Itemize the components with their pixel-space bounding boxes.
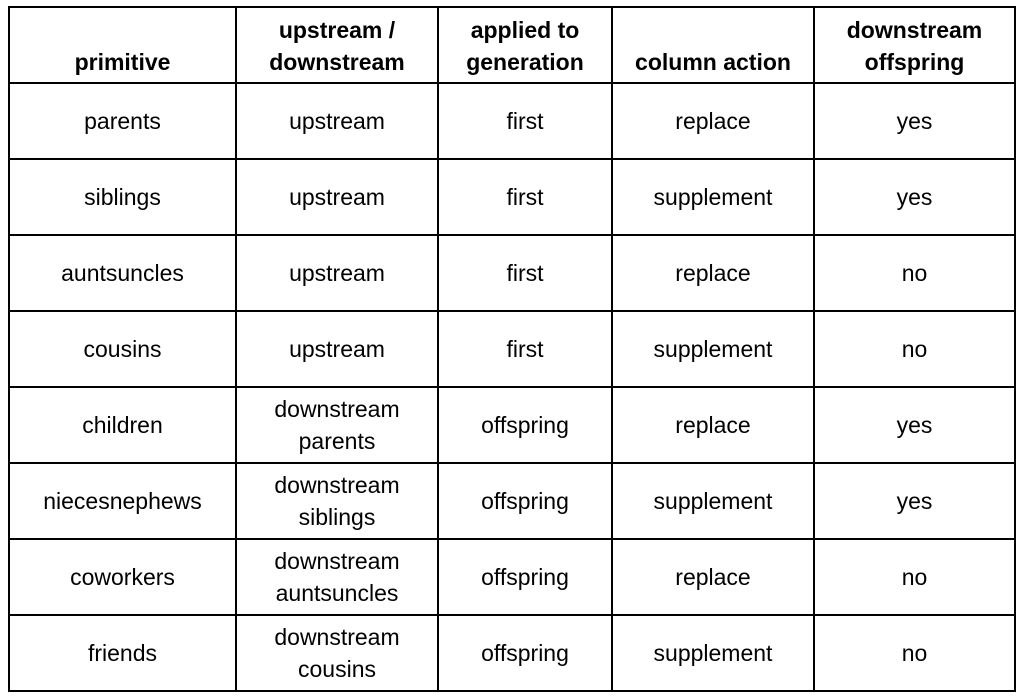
cell-text: first bbox=[506, 336, 544, 362]
generation-cell bbox=[438, 539, 612, 615]
offspring-cell bbox=[814, 539, 1015, 615]
cell-text: supplement bbox=[653, 336, 773, 362]
header-text: applied to bbox=[470, 17, 580, 43]
column-action-cell bbox=[612, 463, 814, 539]
cell-text: downstream bbox=[274, 472, 400, 498]
primitives-table bbox=[8, 6, 1016, 692]
cell-text: downstream bbox=[274, 548, 400, 574]
cell-text: no bbox=[901, 336, 928, 362]
table-body bbox=[9, 83, 1015, 691]
direction-cell bbox=[236, 83, 438, 159]
cell-text: cousins bbox=[298, 656, 376, 682]
primitive-cell bbox=[9, 159, 236, 235]
cell-text: downstream bbox=[274, 624, 400, 650]
column-action-cell bbox=[612, 235, 814, 311]
cell-text: niecesnephews bbox=[43, 488, 202, 514]
column-action-cell bbox=[612, 615, 814, 691]
column-action-cell bbox=[612, 387, 814, 463]
table-row bbox=[9, 235, 1015, 311]
header-text: column action bbox=[635, 49, 791, 75]
header-text: downstream bbox=[846, 17, 983, 43]
cell-text: first bbox=[506, 260, 544, 286]
cell-text: parents bbox=[298, 428, 376, 454]
cell-text: replace bbox=[675, 108, 751, 134]
cell-text: supplement bbox=[653, 640, 773, 666]
generation-cell bbox=[438, 615, 612, 691]
table-row bbox=[9, 539, 1015, 615]
cell-text: yes bbox=[896, 108, 933, 134]
table-row bbox=[9, 159, 1015, 235]
cell-text: upstream bbox=[289, 336, 385, 362]
direction-cell bbox=[236, 463, 438, 539]
direction-cell bbox=[236, 539, 438, 615]
direction-cell bbox=[236, 615, 438, 691]
primitive-cell bbox=[9, 83, 236, 159]
cell-text: yes bbox=[896, 184, 933, 210]
table-row bbox=[9, 83, 1015, 159]
primitive-cell bbox=[9, 615, 236, 691]
table-container bbox=[8, 6, 1016, 692]
offspring-cell bbox=[814, 159, 1015, 235]
cell-text: coworkers bbox=[70, 564, 175, 590]
generation-cell bbox=[438, 311, 612, 387]
cell-text: first bbox=[506, 184, 544, 210]
cell-text: yes bbox=[896, 412, 933, 438]
column-action-cell bbox=[612, 159, 814, 235]
offspring-cell bbox=[814, 311, 1015, 387]
cell-text: upstream bbox=[289, 108, 385, 134]
header-text: downstream bbox=[269, 49, 405, 75]
cell-text: upstream bbox=[289, 184, 385, 210]
cell-text: auntsuncles bbox=[61, 260, 184, 286]
column-action-cell bbox=[612, 539, 814, 615]
offspring-cell bbox=[814, 83, 1015, 159]
cell-text: offspring bbox=[481, 640, 569, 666]
cell-text: no bbox=[901, 640, 928, 666]
column-action-cell bbox=[612, 83, 814, 159]
header-text: primitive bbox=[74, 49, 171, 75]
header-text: generation bbox=[466, 49, 584, 75]
cell-text: replace bbox=[675, 564, 751, 590]
generation-cell bbox=[438, 463, 612, 539]
cell-text: offspring bbox=[481, 564, 569, 590]
direction-cell bbox=[236, 387, 438, 463]
generation-cell bbox=[438, 387, 612, 463]
column-action-cell bbox=[612, 311, 814, 387]
cell-text: friends bbox=[87, 640, 158, 666]
offspring-cell bbox=[814, 235, 1015, 311]
cell-text: downstream bbox=[274, 396, 400, 422]
table-row bbox=[9, 463, 1015, 539]
generation-cell bbox=[438, 159, 612, 235]
cell-text: first bbox=[506, 108, 544, 134]
table-row bbox=[9, 311, 1015, 387]
cell-text: supplement bbox=[653, 488, 773, 514]
direction-cell bbox=[236, 311, 438, 387]
table-row bbox=[9, 387, 1015, 463]
direction-cell bbox=[236, 159, 438, 235]
primitive-cell bbox=[9, 235, 236, 311]
primitive-cell bbox=[9, 463, 236, 539]
header-applied-to-generation bbox=[438, 7, 612, 83]
cell-text: replace bbox=[675, 412, 751, 438]
table-row bbox=[9, 615, 1015, 691]
offspring-cell bbox=[814, 463, 1015, 539]
offspring-cell bbox=[814, 615, 1015, 691]
direction-cell bbox=[236, 235, 438, 311]
offspring-cell bbox=[814, 387, 1015, 463]
header-column-action bbox=[612, 7, 814, 83]
header-text: upstream / bbox=[278, 17, 396, 43]
cell-text: upstream bbox=[289, 260, 385, 286]
generation-cell bbox=[438, 235, 612, 311]
header-upstream-downstream bbox=[236, 7, 438, 83]
primitive-cell bbox=[9, 311, 236, 387]
cell-text: yes bbox=[896, 488, 933, 514]
cell-text: supplement bbox=[653, 184, 773, 210]
cell-text: no bbox=[901, 260, 928, 286]
cell-text: children bbox=[82, 412, 163, 438]
cell-text: siblings bbox=[298, 504, 376, 530]
generation-cell bbox=[438, 83, 612, 159]
primitive-cell bbox=[9, 387, 236, 463]
cell-text: replace bbox=[675, 260, 751, 286]
cell-text: no bbox=[901, 564, 928, 590]
header-primitive bbox=[9, 7, 236, 83]
header-row bbox=[9, 7, 1015, 83]
primitive-cell bbox=[9, 539, 236, 615]
cell-text: offspring bbox=[481, 488, 569, 514]
header-downstream-offspring bbox=[814, 7, 1015, 83]
cell-text: parents bbox=[84, 108, 161, 134]
cell-text: siblings bbox=[84, 184, 161, 210]
cell-text: cousins bbox=[83, 336, 162, 362]
cell-text: offspring bbox=[481, 412, 569, 438]
header-text: offspring bbox=[864, 49, 965, 75]
cell-text: auntsuncles bbox=[275, 580, 399, 606]
